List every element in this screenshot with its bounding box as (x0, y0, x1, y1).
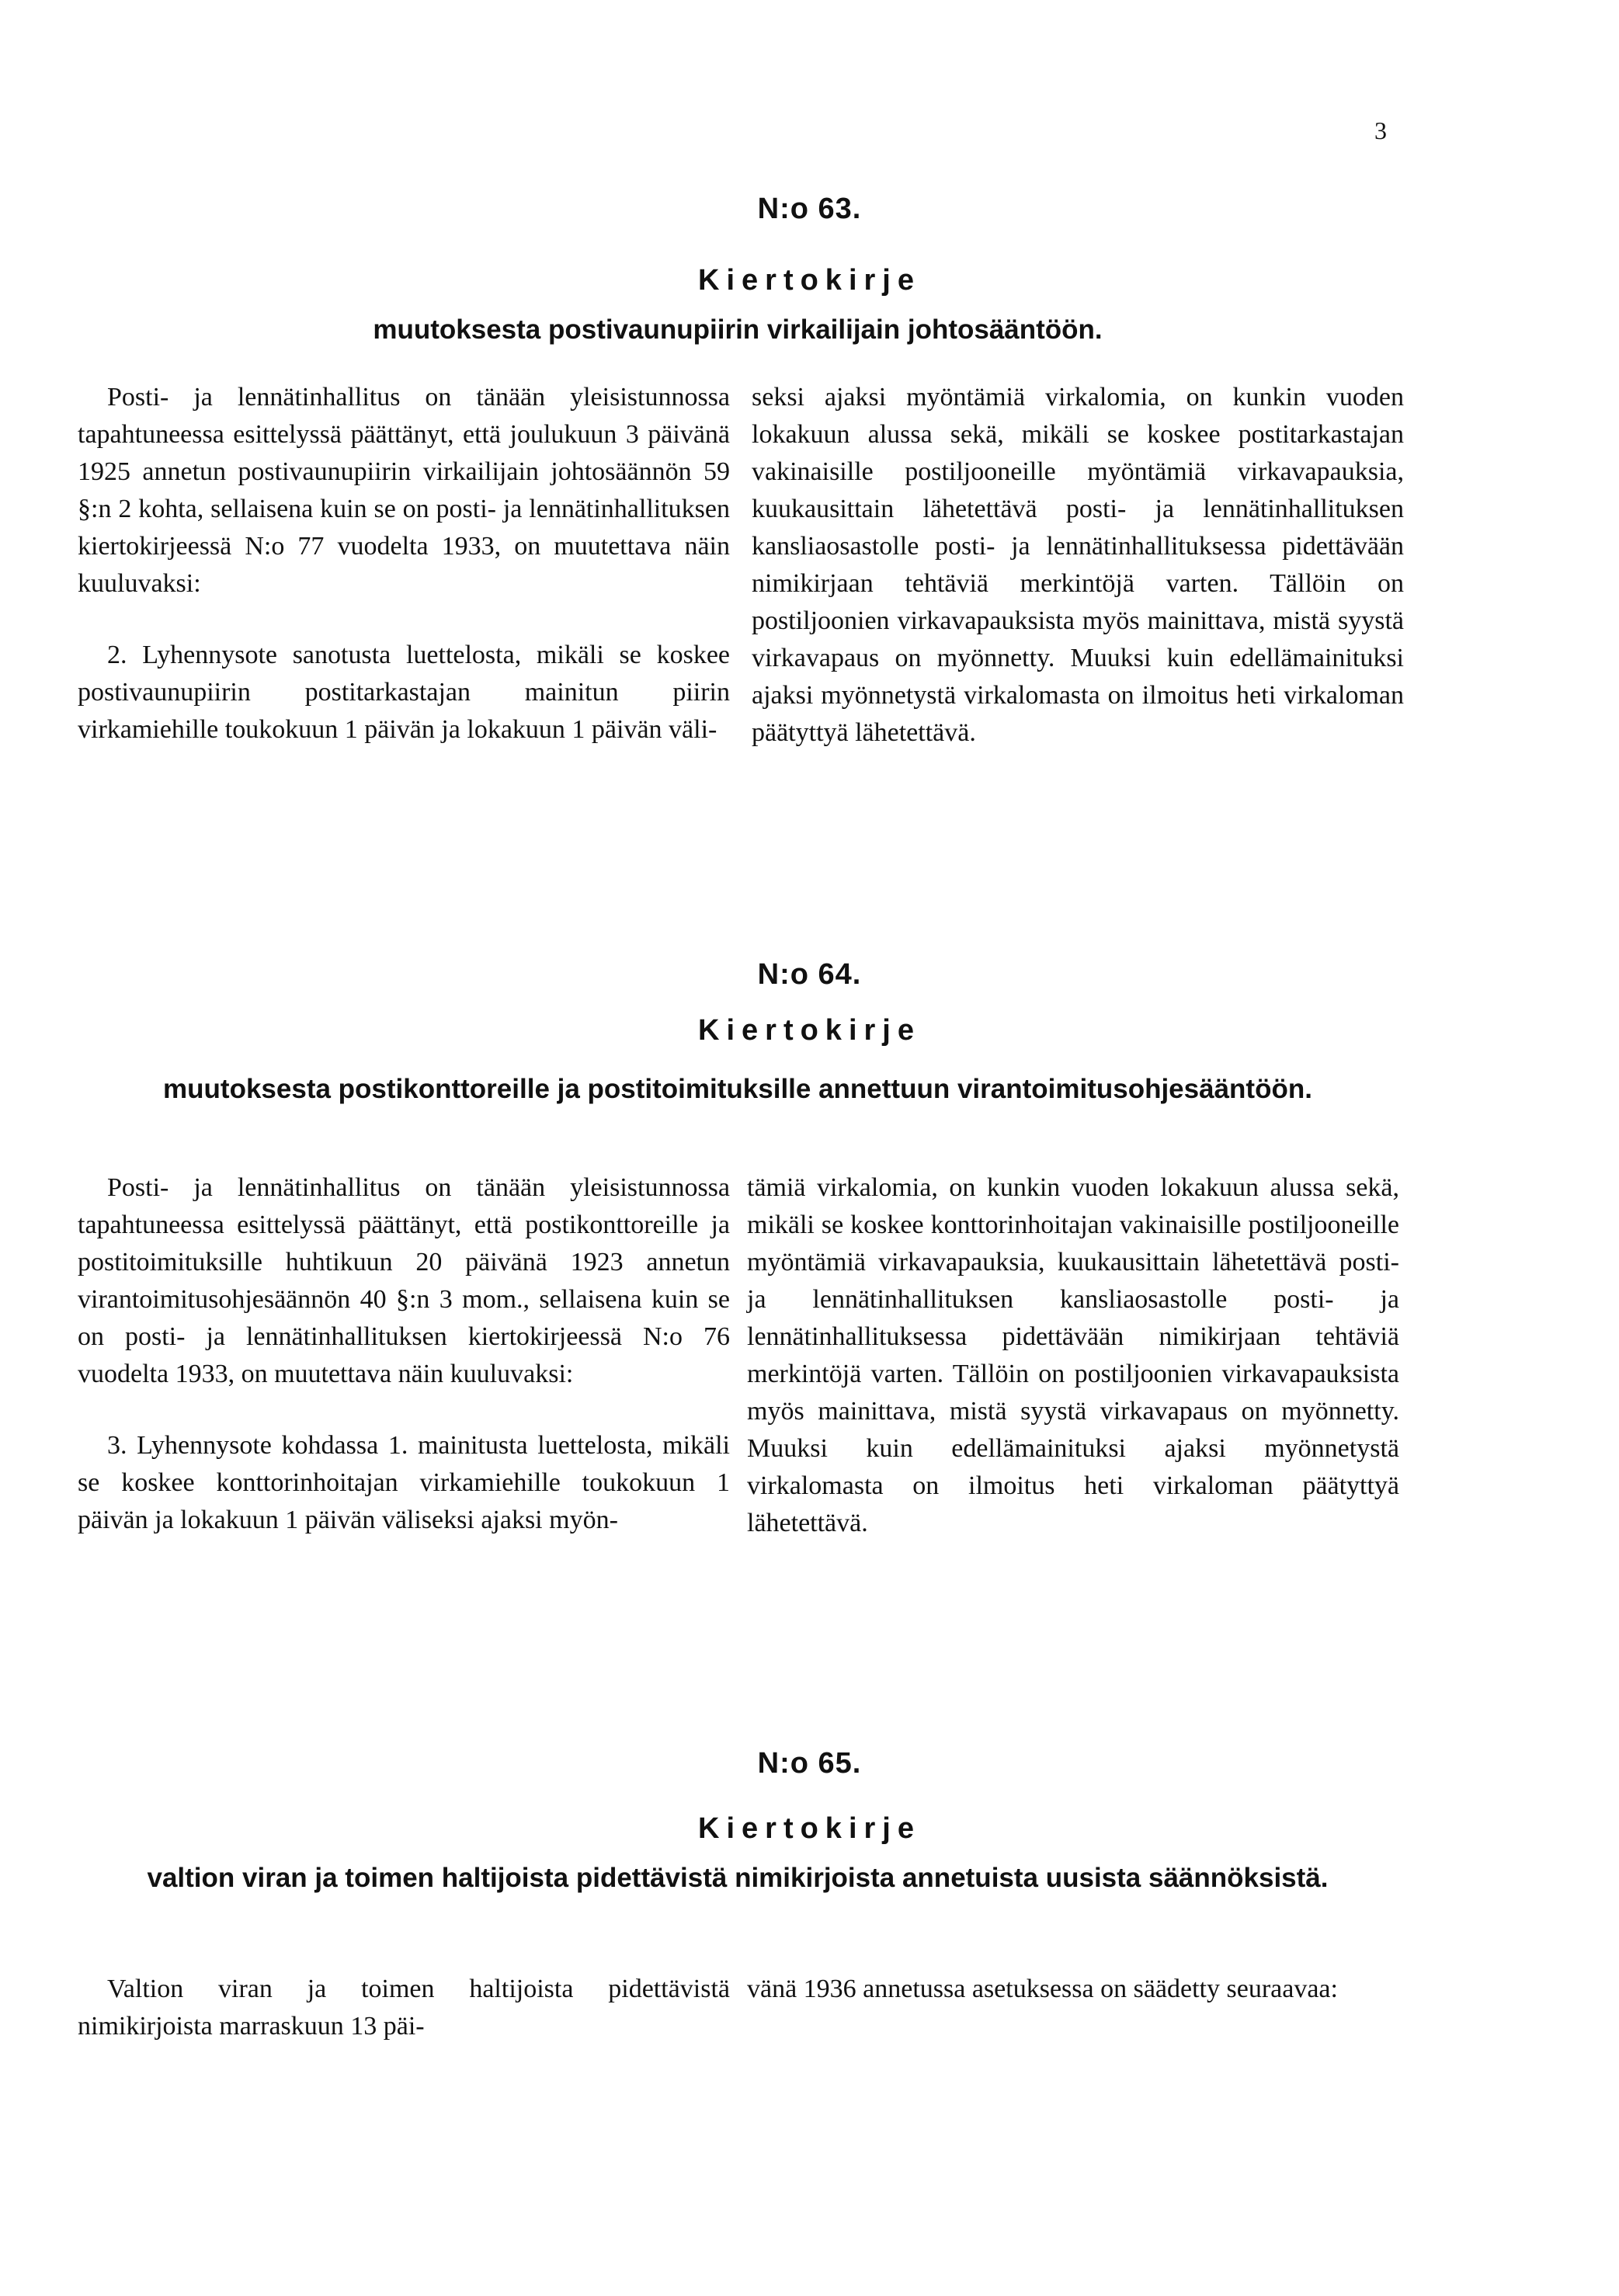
paragraph: Posti- ja lennätinhallitus on tänään yleisistunnossa tapahtuneessa esittelyssä päättänyt, että joulukuun 3 päivänä 1925 annetun postivaunupiirin virkailijain johtosäännön 59 §:n 2 kohta, sellaisena kuin se on posti- ja lennätinhallituksen kiertokirjeessä N:o 77 vuodelta 1933, on muutettava näin kuuluvaksi: (78, 383, 730, 598)
paragraph: Posti- ja lennätinhallitus on tänään yleisistunnossa tapahtuneessa esittelyssä päättänyt, että postikonttoreille ja postitoimituksille huhtikuun 20 päivänä 1923 annetun virantoimitusohjesäännön 40 §:n 3 mom., sellaisena kuin se on posti- ja lennätinhallituksen kiertokirjeessä N:o 76 vuodelta 1933, on muutettava näin kuuluvaksi: (78, 1173, 730, 1388)
section-heading: Kiertokirje (698, 264, 921, 297)
paragraph: tämiä virkalomia, on kunkin vuoden lokakuun alussa sekä, mikäli se koskee konttorinhoitajan vakinaisille postiljooneille myöntämiä virkavapauksia, kuukausittain lähetettävä posti- ja lennätinhallituksen kansliaosastolle posti- ja lennätinhallituksessa pidettävään nimikirjaan tehtäviä merkintöjä varten. Tällöin on postiljoonien virkavapauksista myös mainittava, mistä syystä virkavapaus on myönnetty. Muuksi kuin edellämainituksi ajaksi myönnetystä virkalomasta on ilmoitus heti virkaloman päätyttyä lähetettävä. (747, 1173, 1399, 1537)
paragraph: vänä 1936 annetussa asetuksessa on säädetty seuraavaa: (747, 1975, 1338, 2003)
right-column (747, 1971, 1399, 2008)
section-subtitle: muutoksesta postivaunupiirin virkailijain johtosääntöön. (373, 314, 1103, 345)
section-subtitle: valtion viran ja toimen haltijoista pidettävistä nimikirjoista annetuista uusista säännöksistä. (147, 1863, 1329, 1893)
paragraph: Valtion viran ja toimen haltijoista pidettävistä nimikirjoista marraskuun 13 päi- (78, 1975, 730, 2041)
paragraph: 2. Lyhennysote sanotusta luettelosta, mikäli se koskee postivaunupiirin postitarkastajan mainitun piirin virkamiehille toukokuun 1 päivän ja lokakuun 1 päivän väli- (78, 641, 730, 744)
page-number: 3 (1374, 116, 1387, 144)
section-heading: Kiertokirje (698, 1812, 921, 1845)
section-number: N:o 63. (757, 193, 862, 225)
right-column (747, 1169, 1399, 1542)
paragraph: 3. Lyhennysote kohdassa 1. mainitusta luettelosta, mikäli se koskee konttorinhoitajan virkamiehille toukokuun 1 päivän ja lokakuun 1 päivän väliseksi ajaksi myön- (78, 1431, 730, 1534)
left-column (78, 379, 730, 749)
section-subtitle: muutoksesta postikonttoreille ja postitoimituksille annettuun virantoimitusohjesääntöön. (163, 1074, 1312, 1104)
section-number: N:o 65. (757, 1747, 862, 1780)
section-heading: Kiertokirje (698, 1014, 921, 1047)
section-number: N:o 64. (757, 958, 862, 991)
left-column (78, 1971, 730, 2045)
paragraph: seksi ajaksi myöntämiä virkalomia, on kunkin vuoden lokakuun alussa sekä, mikäli se koskee postitarkastajan vakinaisille postiljooneille myöntämiä virkavapauksia, kuukausittain lähetettävä posti- ja lennätinhallituksen kansliaosastolle posti- ja lennätinhallituksessa pidettävään nimikirjaan tehtäviä merkintöjä varten. Tällöin on postiljoonien virkavapauksista myös mainittava, mistä syystä virkavapaus on myönnetty. Muuksi kuin edellämainituksi ajaksi myönnetystä virkalomasta on ilmoitus heti virkaloman päätyttyä lähetettävä. (752, 383, 1404, 747)
right-column (752, 379, 1404, 752)
left-column (78, 1169, 730, 1539)
